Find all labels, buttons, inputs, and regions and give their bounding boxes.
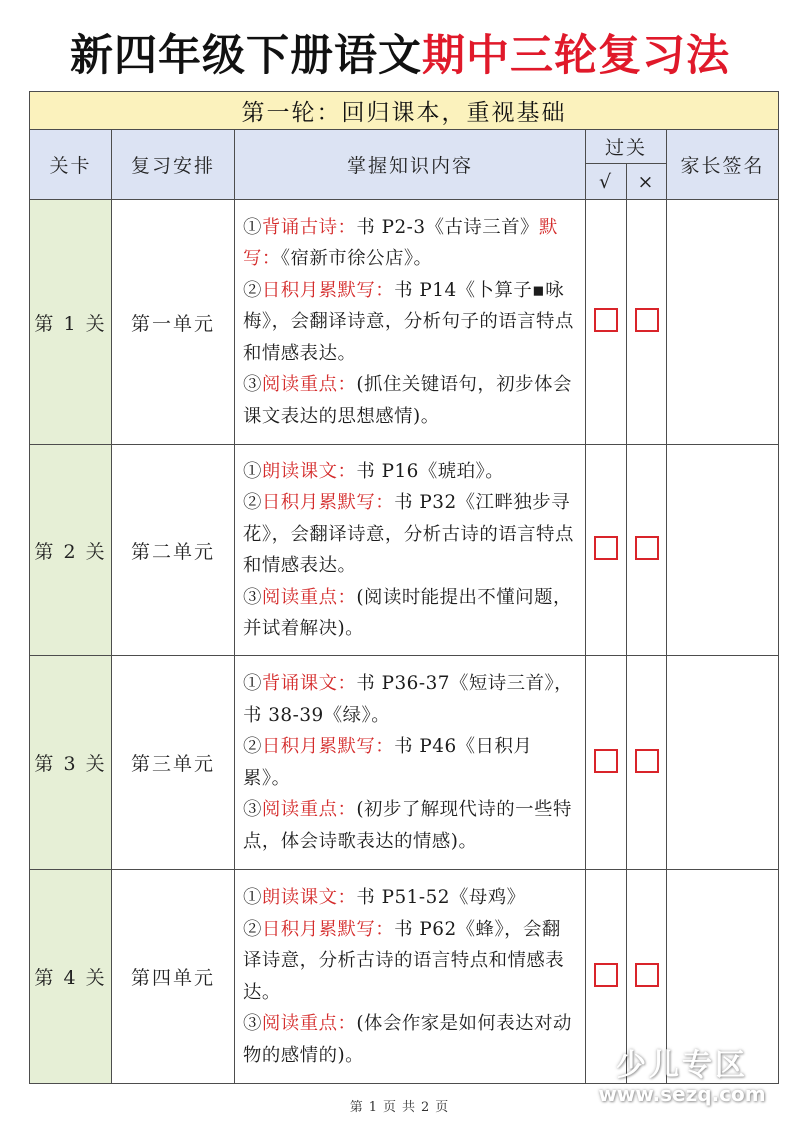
title-main: 新四年级下册语文 (70, 31, 422, 81)
unit-cell: 第一单元 (112, 200, 235, 445)
pass-check-checkbox[interactable] (594, 536, 618, 560)
item-keyword: 朗读课文： (261, 887, 357, 908)
item-keyword: 日积月累默写： (261, 736, 395, 757)
item-text: (抓住关键语句，初步体会课文表达的思想感情)。 (243, 374, 572, 427)
header-level: 关卡 (30, 130, 112, 200)
content-item (243, 212, 577, 275)
item-text: 书 P32《江畔独步寻花》，会翻译诗意，分析古诗的语言特点和情感表达。 (243, 492, 574, 576)
item-text: 书 P2-3《古诗三首》 (356, 216, 539, 238)
signature-cell[interactable] (667, 200, 779, 445)
round-title: 第一轮：回归课本，重视基础 (30, 92, 779, 130)
item-keyword: 日积月累默写： (261, 279, 395, 301)
pass-cross-checkbox[interactable] (635, 749, 659, 773)
item-text: 《宿新市徐公店》。 (280, 248, 433, 270)
item-text: 书 P36-37《短诗三首》，书 38-39《绿》。 (243, 673, 574, 726)
pass-check-cell (586, 200, 627, 445)
table-body (30, 200, 779, 1084)
content-item (243, 882, 577, 914)
table-row (30, 200, 779, 445)
pass-check-checkbox[interactable] (594, 308, 618, 332)
content-item (243, 582, 577, 645)
item-keyword: 背诵古诗： (261, 216, 357, 238)
pass-cross-checkbox[interactable] (635, 536, 659, 560)
item-text: (阅读时能提出不懂问题，并试着解决)。 (243, 586, 572, 639)
item-text: ① (243, 216, 262, 238)
content-item (243, 275, 577, 370)
header-content: 掌握知识内容 (235, 130, 586, 200)
item-keyword: 阅读重点： (261, 374, 357, 396)
footer-text-b: 页 (382, 1100, 398, 1115)
item-text: 书 P62《蜂》，会翻译诗意，分析古诗的语言特点和情感表达。 (243, 918, 565, 1003)
item-text: ③ (243, 1013, 262, 1034)
header-cross: × (627, 164, 667, 200)
header-arrangement: 复习安排 (112, 130, 235, 200)
watermark-name: 少儿专区 (616, 1048, 748, 1083)
pass-check-cell (586, 656, 627, 870)
unit-cell: 第三单元 (112, 656, 235, 870)
item-text: 书 P14《卜算子▪咏梅》，会翻译诗意，分析句子的语言特点和情感表达。 (243, 279, 574, 364)
content-cell (235, 656, 586, 870)
item-keyword: 背诵课文： (261, 673, 357, 694)
level-cell: 第 1 关 (30, 200, 112, 445)
level-cell: 第 4 关 (30, 870, 112, 1084)
page-title (0, 22, 800, 83)
header-check: √ (586, 164, 627, 200)
content-cell (235, 200, 586, 445)
content-item (243, 487, 577, 582)
pass-check-checkbox[interactable] (594, 749, 618, 773)
item-keyword: 阅读重点： (261, 1013, 357, 1034)
site-watermark (592, 1040, 772, 1106)
pass-check-cell (586, 445, 627, 656)
item-text: ② (243, 918, 262, 940)
watermark-url: www.sezq.com (598, 1082, 766, 1106)
footer-text-c: 共 (402, 1100, 418, 1115)
item-keyword: 默写： (243, 216, 558, 270)
item-keyword: 日积月累默写： (261, 492, 395, 513)
item-text: ③ (243, 799, 262, 820)
signature-cell[interactable] (667, 656, 779, 870)
content-item (243, 914, 577, 1009)
pass-cross-checkbox[interactable] (635, 963, 659, 987)
table-row (30, 656, 779, 870)
signature-cell[interactable] (667, 445, 779, 656)
item-text: ③ (243, 586, 262, 608)
item-text: 书 P51-52《母鸡》 (356, 887, 526, 908)
item-text: ③ (243, 374, 262, 396)
level-cell: 第 3 关 (30, 656, 112, 870)
footer-text-d: 页 (435, 1100, 451, 1115)
item-text: ① (243, 673, 262, 694)
item-text: 书 P46《日积月累》。 (243, 736, 533, 789)
item-keyword: 阅读重点： (261, 799, 357, 820)
footer-page-number: 1 (368, 1100, 379, 1115)
pass-check-checkbox[interactable] (594, 963, 618, 987)
table-row (30, 445, 779, 656)
unit-cell: 第四单元 (112, 870, 235, 1084)
pass-cross-cell (627, 445, 667, 656)
content-item (243, 369, 577, 432)
footer-text-a: 第 (349, 1100, 365, 1115)
content-item (243, 794, 577, 857)
item-keyword: 阅读重点： (261, 586, 357, 608)
header-signature: 家长签名 (667, 130, 779, 200)
level-cell: 第 2 关 (30, 445, 112, 656)
item-text: ② (243, 279, 262, 301)
pass-cross-checkbox[interactable] (635, 308, 659, 332)
item-text: ② (243, 492, 262, 513)
header-pass: 过关 (586, 130, 667, 164)
item-text: ① (243, 887, 262, 908)
title-highlight: 期中三轮复习法 (422, 31, 730, 81)
review-plan-table (29, 91, 779, 1084)
item-text: (体会作家是如何表达对动物的感情的)。 (243, 1013, 572, 1066)
footer-total-pages: 2 (421, 1100, 432, 1115)
content-cell (235, 445, 586, 656)
content-cell (235, 870, 586, 1084)
item-text: 书 P16《琥珀》。 (356, 460, 505, 482)
item-text: (初步了解现代诗的一些特点，体会诗歌表达的情感)。 (243, 799, 572, 852)
content-item (243, 1008, 577, 1071)
content-item (243, 456, 577, 488)
item-text: ① (243, 460, 262, 482)
item-keyword: 朗读课文： (261, 460, 357, 482)
pass-cross-cell (627, 656, 667, 870)
unit-cell: 第二单元 (112, 445, 235, 656)
pass-cross-cell (627, 200, 667, 445)
item-text: ② (243, 736, 262, 757)
content-item (243, 731, 577, 794)
content-item (243, 668, 577, 731)
item-keyword: 日积月累默写： (261, 918, 395, 940)
